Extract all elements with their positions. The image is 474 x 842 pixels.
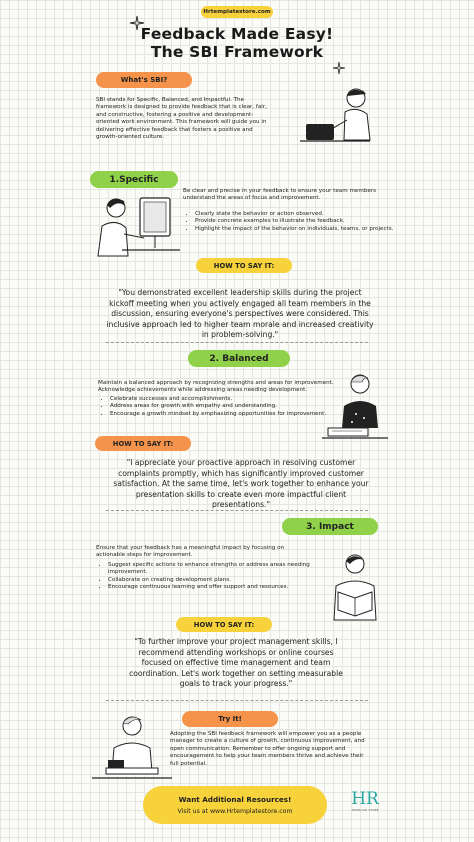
divider	[106, 700, 368, 701]
person-writing-illustration	[322, 372, 392, 444]
impact-how-label: HOW TO SAY IT:	[176, 617, 272, 632]
list-item: • Celebrate successes and accomplishments.	[110, 396, 350, 403]
impact-quote: "To further improve your project management skills, I recommend attending workshops or online courses focused on effective time management and team coordination. Let's work together on setting measurable goals to track your progress."	[129, 637, 343, 689]
specific-heading: 1.Specific	[90, 171, 178, 188]
intro-body: SBI stands for Specific, Balanced, and Impactful. The framework is designed to provide feedback that is clear, fair, and constructive, fostering a positive and development-oriented work environment. This framework will guide you in delivering effective feedback that fosters a positive and growth-oriented culture.	[96, 97, 267, 141]
specific-body: Be clear and precise in your feedback to ensure your team members understand the areas of focus and improvement.	[183, 188, 377, 202]
list-item: • Address areas for growth with empathy and understanding.	[110, 403, 350, 410]
sparkle-icon	[333, 62, 345, 74]
divider	[106, 510, 368, 511]
resources-cta-title: Want Additional Resources!	[178, 795, 292, 804]
resources-cta-link[interactable]: Visit us at www.Hrtemplatestore.com	[177, 808, 293, 815]
impact-heading: 3. Impact	[282, 518, 378, 535]
balanced-heading: 2. Balanced	[188, 350, 290, 367]
specific-how-label: HOW TO SAY IT:	[196, 258, 292, 273]
balanced-bullets	[101, 396, 350, 418]
hr-logo-subtitle: TEMPLATE STORE	[351, 808, 379, 812]
resources-banner[interactable]	[143, 786, 327, 824]
try-it-heading: Try It!	[182, 711, 278, 727]
divider	[106, 342, 368, 343]
impact-body: Ensure that your feedback has a meaningful impact by focusing on actionable steps for improvement.	[96, 545, 285, 559]
list-item: • Suggest specific actions to enhance strengths or address areas needing improvement.	[108, 562, 328, 577]
balanced-body: Maintain a balanced approach by recognizing strengths and areas for improvement. Acknowledge achievements while addressing areas needing development.	[98, 380, 334, 394]
specific-bullets	[186, 211, 395, 233]
person-monitor-illustration	[92, 192, 180, 262]
page-title-line2: The SBI Framework	[150, 43, 324, 61]
hr-logo	[350, 790, 380, 812]
list-item: • Encourage continuous learning and offer support and resources.	[108, 584, 328, 591]
person-laptop-illustration	[300, 84, 380, 150]
impact-bullets	[99, 562, 328, 592]
person-reading-illustration	[320, 552, 390, 624]
list-item: • Clearly state the behavior or action observed.	[195, 211, 395, 218]
hr-logo-text: HR	[351, 789, 379, 809]
person-desk-illustration	[92, 712, 172, 784]
page-title-line1: Feedback Made Easy!	[140, 25, 334, 43]
intro-heading: What's SBI?	[96, 72, 192, 88]
balanced-how-label: HOW TO SAY IT:	[95, 436, 191, 451]
site-tag[interactable]: Hrtemplatestore.com	[201, 6, 273, 18]
list-item: • Highlight the impact of the behavior on individuals, teams, or projects.	[195, 226, 395, 233]
list-item: • Encourage a growth mindset by emphasizing opportunities for improvement.	[110, 411, 350, 418]
balanced-quote: "I appreciate your proactive approach in resolving customer complaints promptly, which has significantly improved customer satisfaction. At the same time, let's work together to enhance your presentation skills to create even more impactful client presentations."	[113, 458, 369, 510]
try-it-body: Adopting the SBI feedback framework will empower you as a people manager to create a culture of growth, continuous improvement, and open communication. Remember to offer ongoing support and encouragement to help your team members thrive and achieve their full potential.	[170, 731, 365, 767]
list-item: • Collaborate on creating development plans.	[108, 577, 328, 584]
list-item: • Provide concrete examples to illustrate the feedback.	[195, 218, 395, 225]
specific-quote: "You demonstrated excellent leadership skills during the project kickoff meeting when you actively engaged all team members in the discussion, ensuring everyone's perspectives were considered. This inclusive approach led to higher team morale and increased creativity in problem-solving."	[106, 288, 374, 340]
